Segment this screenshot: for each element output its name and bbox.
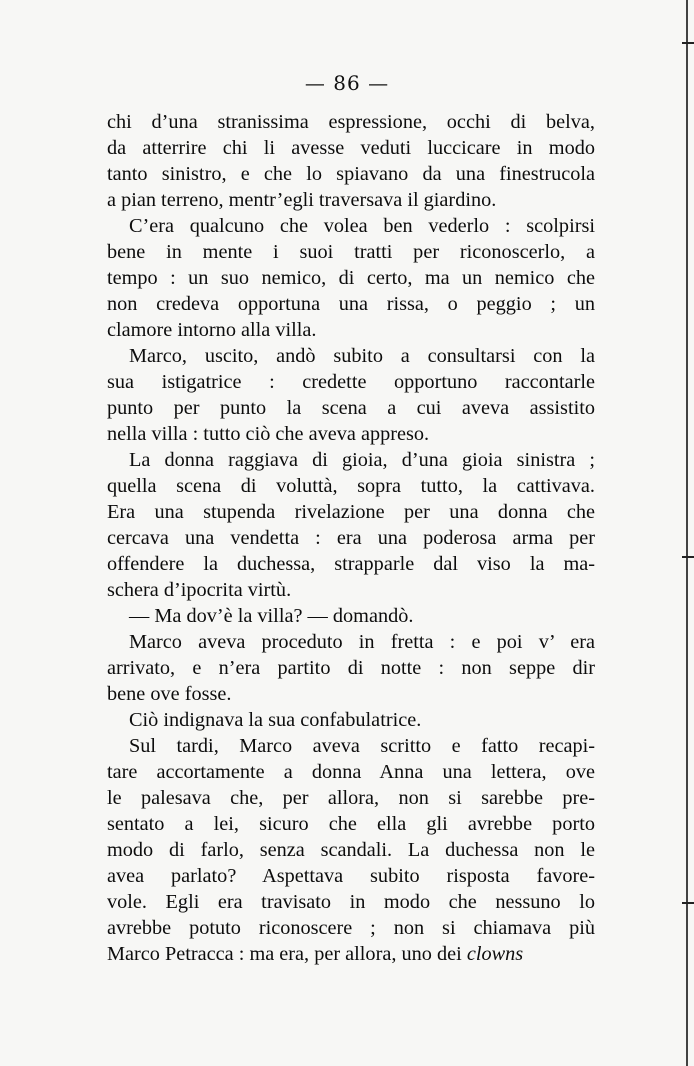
text-line: nella villa : tutto ciò che aveva appreso.: [107, 423, 430, 445]
text-line: modo di farlo, senza scandali. La duchessa non le: [107, 839, 595, 861]
page-number: — 86 —: [304, 71, 390, 95]
text-line: arrivato, e n’era partito di notte : non seppe dir: [107, 657, 595, 679]
text-line: chi d’una stranissima espressione, occhi di belva,: [107, 111, 595, 133]
text-line: La donna raggiava di gioia, d’una gioia sinistra ;: [129, 449, 595, 471]
text-line: bene ove fosse.: [107, 683, 232, 705]
italic-word: clowns: [466, 943, 524, 965]
text-line: tanto sinistro, e che lo spiavano da una finestrucola: [107, 163, 595, 185]
text-line: offendere la duchessa, strapparle dal viso la ma-: [107, 553, 595, 575]
text-line: vole. Egli era travisato in modo che nessuno lo: [107, 891, 595, 913]
text-line: — Ma dov’è la villa? — domandò.: [129, 605, 414, 627]
text-line-content: Marco Petracca : ma era, per allora, uno dei: [107, 943, 462, 965]
text-line: cercava una vendetta : era una poderosa arma per: [107, 527, 595, 549]
text-line: Era una stupenda rivelazione per una donna che: [107, 501, 595, 523]
text-line: Sul tardi, Marco aveva scritto e fatto recapi-: [129, 735, 595, 757]
text-line: da atterrire chi li avesse veduti luccicare in modo: [107, 137, 595, 159]
text-line: punto per punto la scena a cui aveva assistito: [107, 397, 595, 419]
page-edge-tick: [682, 902, 694, 904]
text-line: avrebbe potuto riconoscere ; non si chiamava più: [107, 917, 595, 939]
text-line: Marco aveva proceduto in fretta : e poi v’ era: [129, 631, 595, 653]
text-line: non credeva opportuna una rissa, o peggio ; un: [107, 293, 595, 315]
text-line: [107, 941, 595, 967]
text-line: Marco, uscito, andò subito a consultarsi con la: [129, 345, 595, 367]
text-line: le palesava che, per allora, non si sarebbe pre-: [107, 787, 595, 809]
text-line: sua istigatrice : credette opportuno raccontarle: [107, 371, 595, 393]
text-line: C’era qualcuno che volea ben vederlo : scolpirsi: [129, 215, 595, 237]
text-line: schera d’ipocrita virtù.: [107, 579, 292, 601]
text-line: quella scena di voluttà, sopra tutto, la cattivava.: [107, 475, 595, 497]
page-edge-tick: [682, 556, 694, 558]
text-line: avea parlato? Aspettava subito risposta favore-: [107, 865, 595, 887]
text-line: a pian terreno, mentr’egli traversava il giardino.: [107, 189, 497, 211]
text-line: sentato a lei, sicuro che ella gli avrebbe porto: [107, 813, 595, 835]
text-line: bene in mente i suoi tratti per riconoscerlo, a: [107, 241, 595, 263]
page-edge-line: [686, 0, 688, 1066]
text-line: tempo : un suo nemico, di certo, ma un nemico che: [107, 267, 595, 289]
text-line: Ciò indignava la sua confabulatrice.: [129, 709, 422, 731]
body-text: [107, 109, 595, 967]
page-edge-tick: [682, 42, 694, 44]
text-line: tare accortamente a donna Anna una lettera, ove: [107, 761, 595, 783]
text-line: clamore intorno alla villa.: [107, 319, 317, 341]
